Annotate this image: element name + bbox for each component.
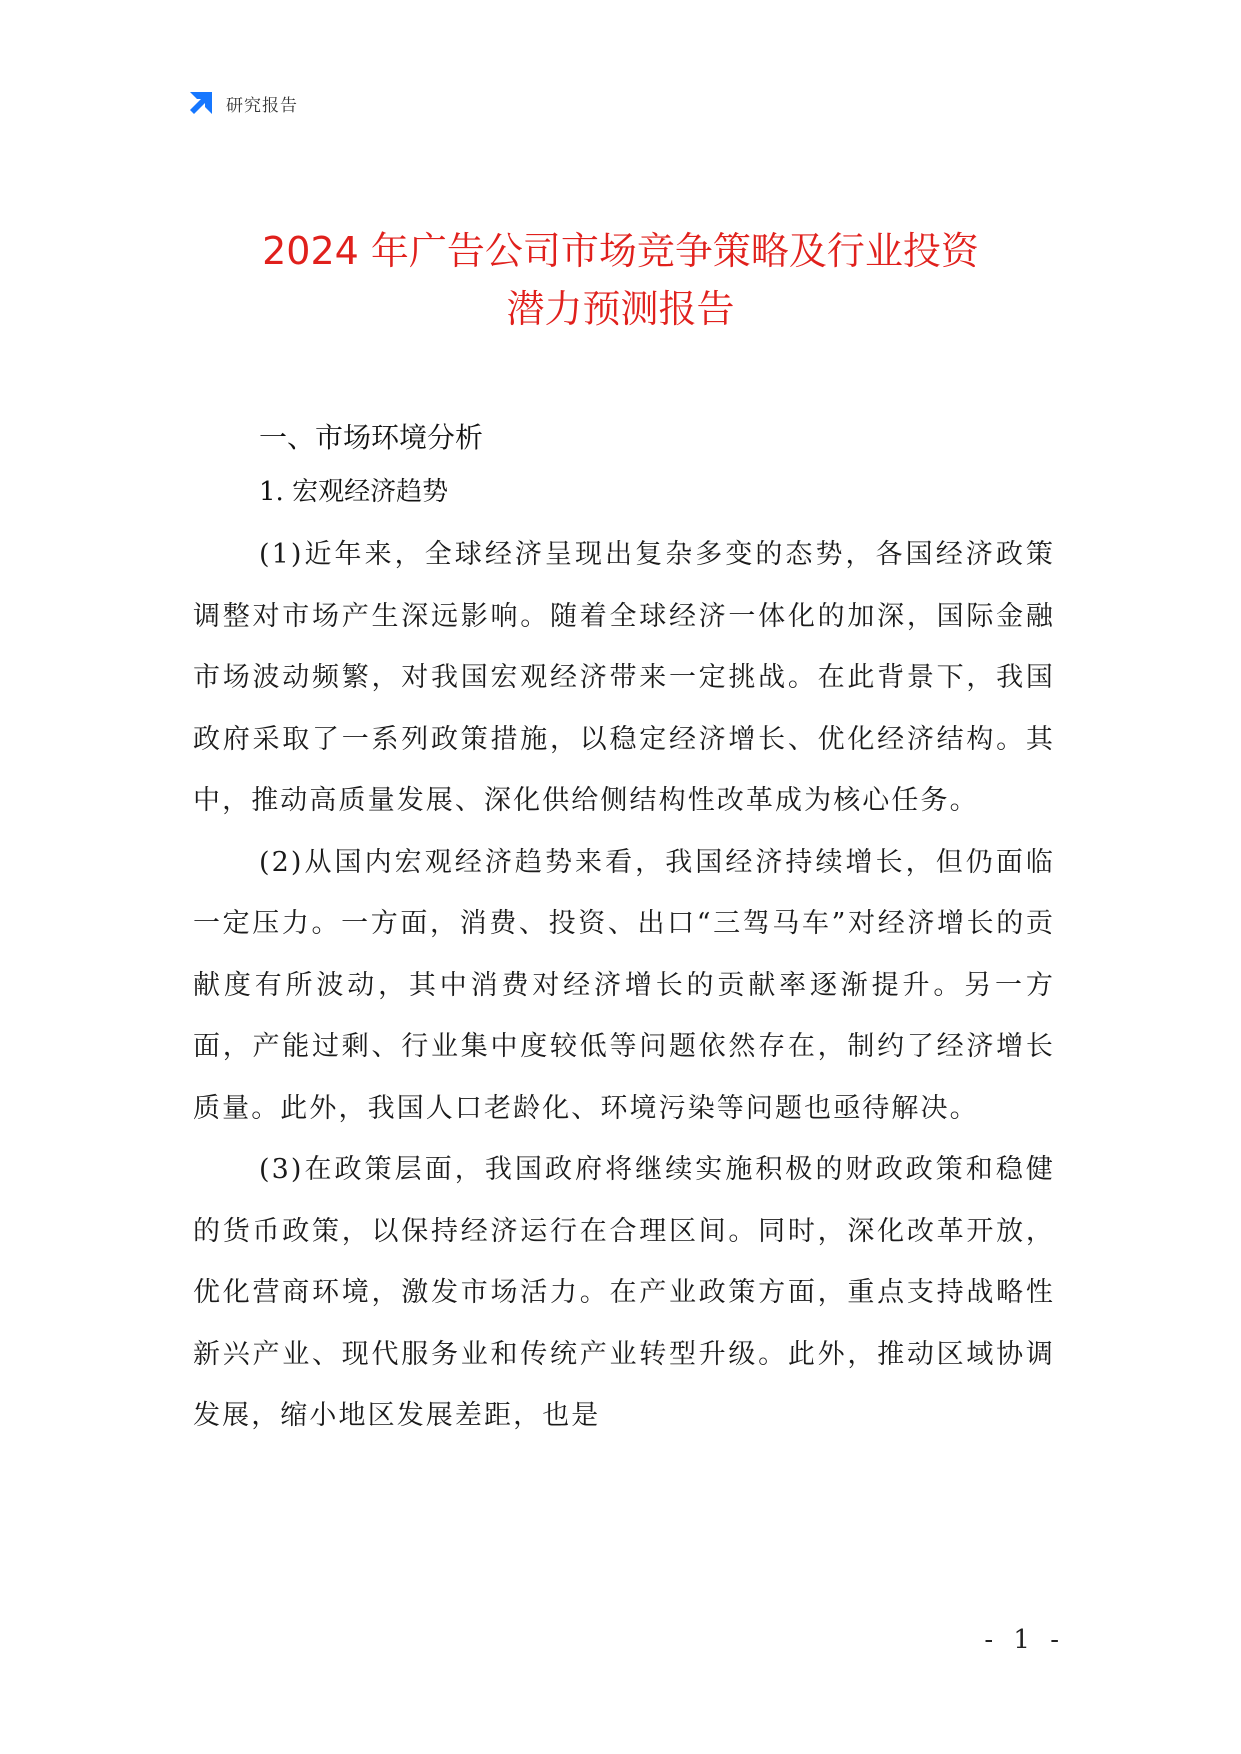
section-heading: 一、市场环境分析 xyxy=(259,421,484,454)
report-header xyxy=(186,88,298,118)
paragraph-3: (3)在政策层面，我国政府将继续实施积极的财政政策和稳健的货币政策，以保持经济运行在合理区间。同时，深化改革开放，优化营商环境，激发市场活力。在产业政策方面，重点支持战略性新兴产业、现代服务业和传统产业转型升级。此外，推动区域协调发展，缩小地区发展差距，也是 xyxy=(193,1154,1055,1431)
document-title xyxy=(150,222,1091,338)
subsection-heading: 1. 宏观经济趋势 xyxy=(259,477,449,507)
title-line-1: 2024 年广告公司市场竞争策略及行业投资 xyxy=(262,229,979,273)
page-number: - 1 - xyxy=(984,1625,1065,1655)
paragraph-2: (2)从国内宏观经济趋势来看，我国经济持续增长，但仍面临一定压力。一方面，消费、投资、出口“三驾马车”对经济增长的贡献度有所波动，其中消费对经济增长的贡献率逐渐提升。另一方面，产能过剩、行业集中度较低等问题依然存在，制约了经济增长质量。此外，我国人口老龄化、环境污染等问题也亟待解决。 xyxy=(193,846,1055,1124)
arrow-up-right-icon xyxy=(186,88,216,118)
paragraph-1: (1)近年来，全球经济呈现出复杂多变的态势，各国经济政策调整对市场产生深远影响。随着全球经济一体化的加深，国际金融市场波动频繁，对我国宏观经济带来一定挑战。在此背景下，我国政府采取了一系列政策措施，以稳定经济增长、优化经济结构。其中，推动高质量发展、深化供给侧结构性改革成为核心任务。 xyxy=(193,539,1055,816)
title-line-2: 潜力预测报告 xyxy=(506,287,735,331)
document-body xyxy=(193,418,1055,1447)
brand-label: 研究报告 xyxy=(226,95,298,116)
